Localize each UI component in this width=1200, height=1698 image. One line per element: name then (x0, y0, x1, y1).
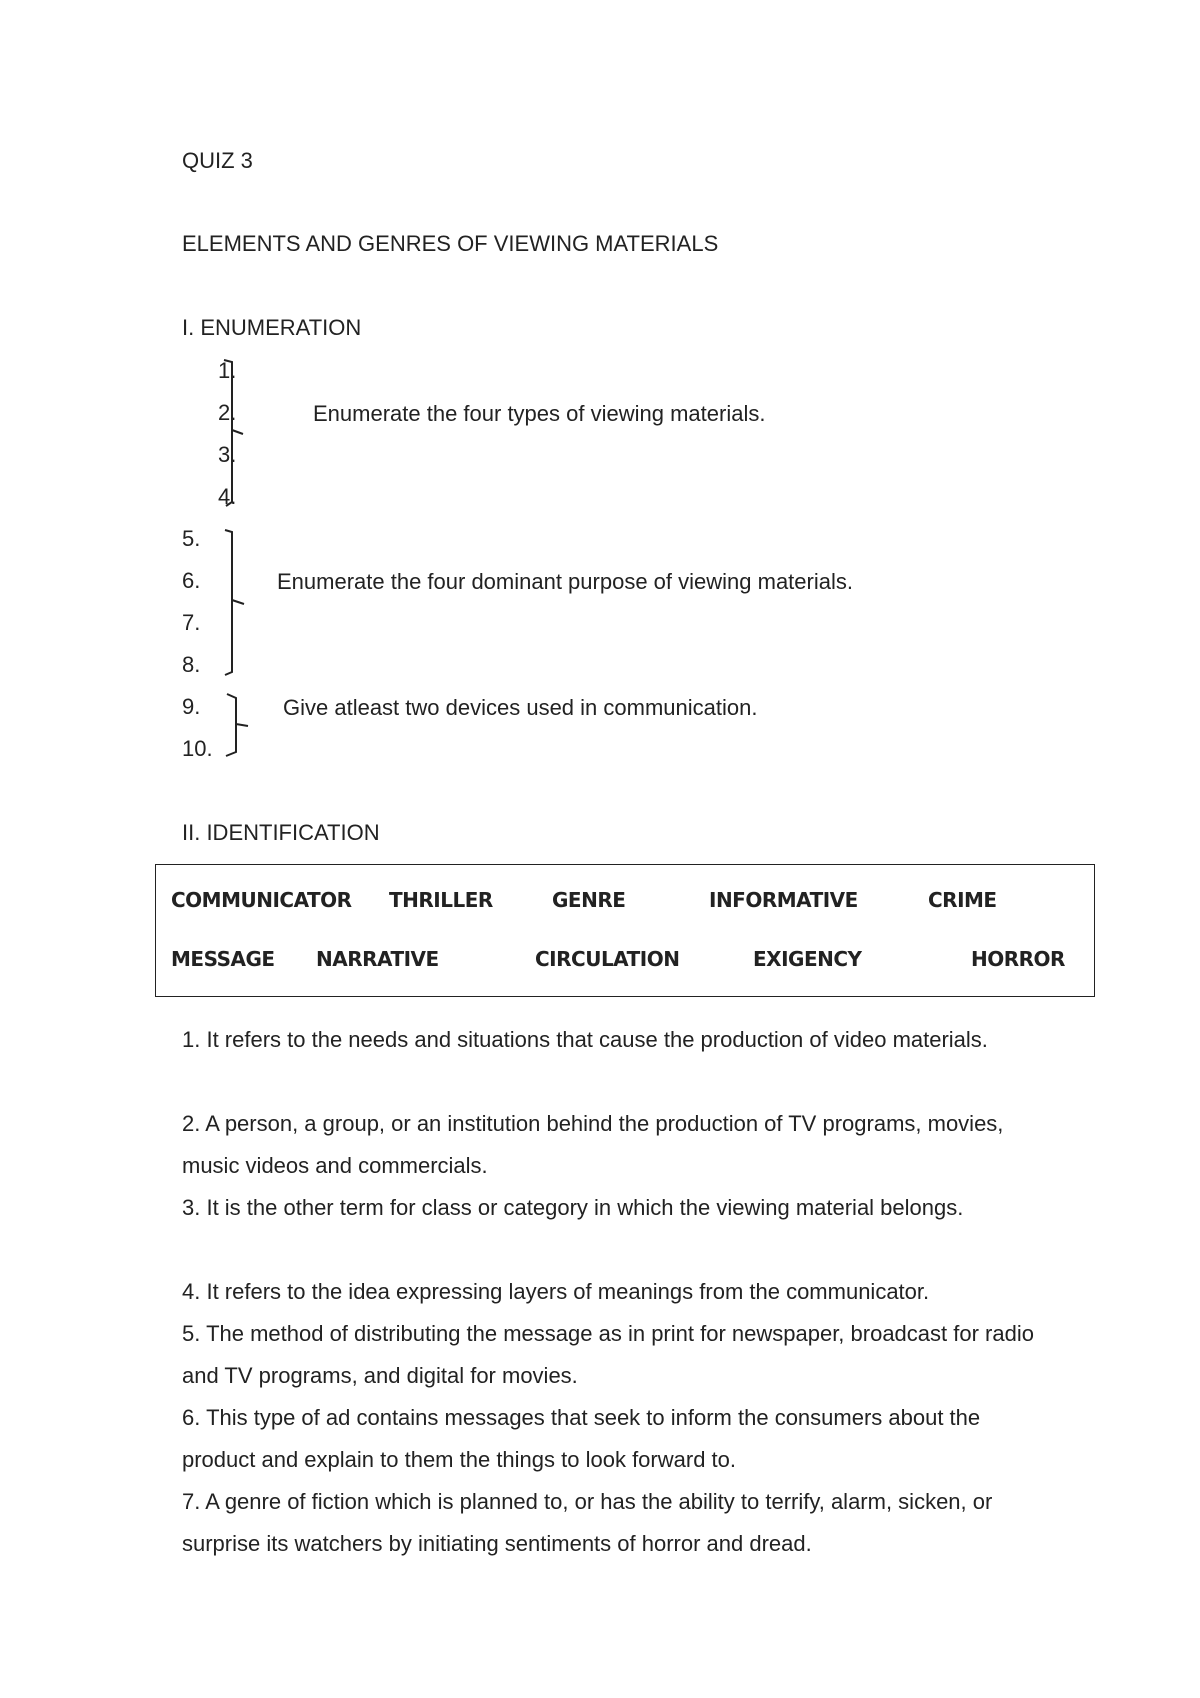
enum-number: 4. (218, 484, 237, 509)
identification-item: 7. A genre of fiction which is planned to, or has the ability to terrify, alarm, sicken, or surprise its watchers by initiating sentiments of horror and dread. (182, 1489, 993, 1556)
subject-title: ELEMENTS AND GENRES OF VIEWING MATERIALS (182, 231, 719, 256)
enum-instruction-devices: Give atleast two devices used in communication. (283, 695, 758, 720)
word-bank-term: GENRE (552, 888, 626, 912)
identification-item: 3. It is the other term for class or category in which the viewing material belongs. (182, 1195, 964, 1220)
identification-item: 6. This type of ad contains messages that seek to inform the consumers about the product and explain to them the things to look forward to. (182, 1405, 981, 1472)
quiz-title: QUIZ 3 (182, 148, 253, 173)
bracket-types (224, 360, 243, 506)
enumeration-heading: I. ENUMERATION (182, 315, 362, 340)
identification-heading: II. IDENTIFICATION (182, 820, 380, 845)
identification-item: 5. The method of distributing the message as in print for newspaper, broadcast for radio and TV programs, and digital for movies. (182, 1321, 1034, 1388)
enum-number: 8. (182, 652, 201, 677)
identification-item: 1. It refers to the needs and situations that cause the production of video materials. (182, 1027, 988, 1052)
bracket-purpose (225, 530, 244, 675)
enum-instruction-types: Enumerate the four types of viewing materials. (313, 401, 766, 426)
enum-number: 6. (182, 568, 201, 593)
enum-number: 3. (218, 442, 237, 467)
enum-number: 1. (218, 358, 237, 383)
enum-number: 5. (182, 526, 201, 551)
enum-number: 9. (182, 694, 201, 719)
identification-item: 4. It refers to the idea expressing layers of meanings from the communicator. (182, 1279, 930, 1304)
enum-instruction-purpose: Enumerate the four dominant purpose of viewing materials. (277, 569, 853, 594)
word-bank-term: COMMUNICATOR (171, 888, 352, 912)
word-bank-term: INFORMATIVE (709, 888, 858, 912)
identification-item: 2. A person, a group, or an institution behind the production of TV programs, movies, music videos and commercials. (182, 1111, 1004, 1178)
word-bank-term: CRIME (928, 888, 997, 912)
word-bank-box (155, 864, 1095, 997)
enum-number: 2. (218, 400, 237, 425)
enum-number: 10. (182, 736, 213, 761)
word-bank-term: HORROR (971, 947, 1065, 971)
enum-number: 7. (182, 610, 201, 635)
word-bank-term: MESSAGE (171, 947, 275, 971)
word-bank-term: NARRATIVE (316, 947, 439, 971)
word-bank-term: EXIGENCY (753, 947, 862, 971)
bracket-devices (226, 694, 248, 756)
word-bank-term: THRILLER (389, 888, 493, 912)
word-bank-term: CIRCULATION (535, 947, 680, 971)
